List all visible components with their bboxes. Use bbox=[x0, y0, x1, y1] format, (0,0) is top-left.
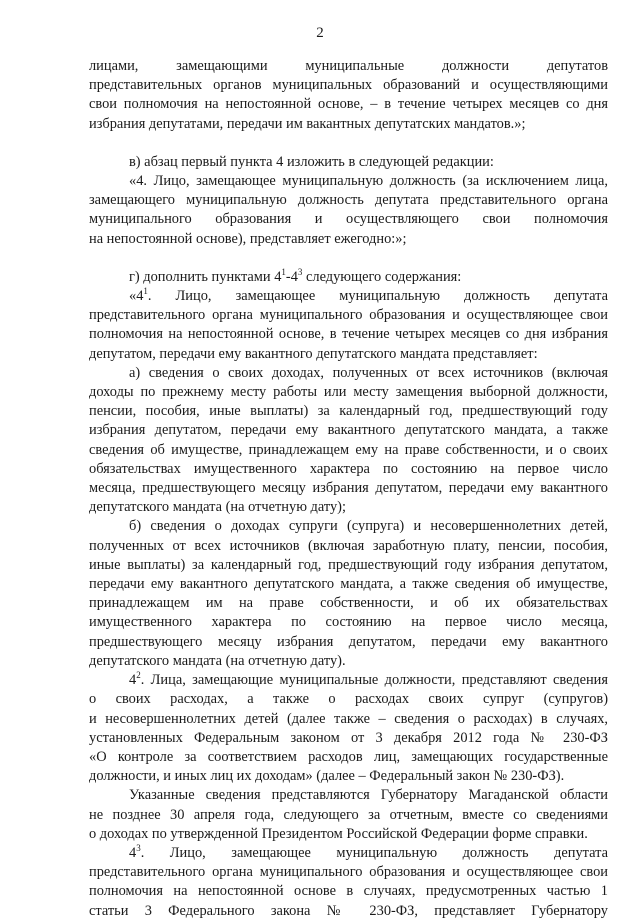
superscript: 3 bbox=[136, 842, 141, 853]
text-line bbox=[89, 844, 608, 863]
text-line: о своих расходах, а также о расходах своих супруг (супругов) bbox=[89, 691, 608, 708]
text-line bbox=[89, 268, 608, 287]
text-segment: 4 bbox=[129, 672, 137, 689]
text-line: лицами, замещающими муниципальные должности депутатов bbox=[89, 58, 608, 74]
text-line: установленных Федеральным законом от 3 декабря 2012 года № 230-ФЗ bbox=[89, 729, 608, 746]
text-line: на непостоянной основе), представляет ежегодно:»; bbox=[89, 230, 407, 247]
text-line: сведения об имуществе, принадлежащем ему на праве собственности, и о своих bbox=[89, 441, 608, 458]
text-segment: -4 bbox=[285, 268, 298, 285]
text-line: обязательствах имущественного характера по состоянию на первое число bbox=[89, 460, 608, 477]
page-number: 2 bbox=[316, 25, 324, 41]
text-line: «4. Лицо, замещающее муниципальную должность (за исключением лица, bbox=[129, 173, 608, 190]
text-line: Указанные сведения представляются Губернатору Магаданской области bbox=[129, 787, 608, 804]
text-segment: . Лицо, замещающее муниципальную должность депутата bbox=[147, 288, 608, 305]
text-line: иные выплаты) за календарный год, предшествующий году избрания депутатом, bbox=[89, 556, 608, 573]
text-line: доходы по прежнему месту работы или месту замещения выборной должности, bbox=[89, 384, 608, 401]
text-line: предшествующего месяцу избрания депутатом, передачи ему вакантного bbox=[89, 633, 608, 650]
text-line: статьи 3 Федерального закона № 230-ФЗ, представляет Губернатору bbox=[89, 902, 608, 919]
text-line: и несовершеннолетних детей (далее также – сведения о расходах) в случаях, bbox=[89, 710, 608, 727]
text-line: депутатом, передачи ему вакантного депутатского мандата представляет: bbox=[89, 345, 538, 362]
text-line: б) сведения о доходах супруги (супруга) и несовершеннолетних детей, bbox=[129, 518, 608, 535]
text-line: полномочия на непостоянной основе, в течение четырех месяцев со дня избрания bbox=[89, 326, 608, 343]
superscript: 1 bbox=[143, 286, 148, 297]
text-line: должности, и иных лиц их доходам» (далее – Федеральный закон № 230-ФЗ). bbox=[89, 768, 565, 785]
text-line: представительного органа муниципального образования и осуществляющее свои bbox=[89, 864, 608, 881]
text-line: полученных от всех источников (включая заработную плату, пенсии, пособия, bbox=[89, 537, 608, 554]
text-line: передачи ему вакантного депутатского мандата, а также сведения об имуществе, bbox=[89, 576, 608, 593]
text-line: полномочия на непостоянной основе в случаях, предусмотренных частью 1 bbox=[89, 883, 608, 900]
text-line: замещающего муниципальную должность депутата представительного органа bbox=[89, 192, 608, 209]
text-line: не позднее 30 апреля года, следующего за отчетным, вместе со сведениями bbox=[89, 806, 608, 823]
text-line: пенсии, пособия, иные выплаты) за календарный год, предшествующий году bbox=[89, 403, 608, 420]
text-line: «О контроле за соответствием расходов лиц, замещающих государственные bbox=[89, 748, 608, 765]
superscript: 3 bbox=[297, 266, 303, 277]
text-line: имущественного характера по состоянию на первое число месяца, bbox=[89, 614, 608, 631]
text-segment: г) дополнить пунктами 4 bbox=[129, 268, 282, 285]
text-line: месяца, предшествующего месяцу избрания депутатом, передачи ему вакантного bbox=[89, 480, 608, 497]
text-line: избрания депутатами, передачи им вакантных депутатских мандатов.»; bbox=[89, 115, 526, 132]
superscript: 2 bbox=[136, 670, 141, 681]
text-segment: следующего содержания: bbox=[302, 268, 462, 285]
text-segment: . Лицо, замещающее муниципальную должность депутата bbox=[140, 844, 608, 861]
text-line bbox=[89, 671, 608, 690]
text-line: принадлежащем им на праве собственности, и об их обязательствах bbox=[89, 595, 608, 612]
superscript: 1 bbox=[281, 266, 286, 277]
paragraph-gap bbox=[89, 134, 608, 153]
paragraph-gap bbox=[89, 249, 608, 268]
text-line: депутатского мандата (на отчетную дату). bbox=[89, 652, 346, 669]
text-line: представительных органов муниципальных образований и осуществляющими bbox=[89, 77, 608, 94]
text-segment: . Лица, замещающие муниципальные должности, представляют сведения bbox=[140, 672, 608, 689]
text-line: представительного органа муниципального образования и осуществляющее свои bbox=[89, 307, 608, 324]
text-segment: «4 bbox=[129, 288, 144, 305]
text-line bbox=[89, 287, 608, 306]
text-line: а) сведения о своих доходах, полученных от всех источников (включая bbox=[129, 364, 608, 381]
text-line: муниципального образования и осуществляющего свои полномочия bbox=[89, 211, 608, 228]
text-line: о доходах по утвержденной Президентом Российской Федерации форме справки. bbox=[89, 825, 588, 842]
document-body bbox=[89, 57, 608, 921]
text-segment: 4 bbox=[129, 844, 137, 861]
text-line: избрания депутатом, передачи ему вакантного депутатского мандата, а также bbox=[89, 422, 608, 439]
text-line: свои полномочия на непостоянной основе, – в течение четырех месяцев со дня bbox=[89, 96, 608, 113]
text-line: депутатского мандата (на отчетную дату); bbox=[89, 499, 346, 516]
text-line: в) абзац первый пункта 4 изложить в следующей редакции: bbox=[129, 153, 494, 170]
